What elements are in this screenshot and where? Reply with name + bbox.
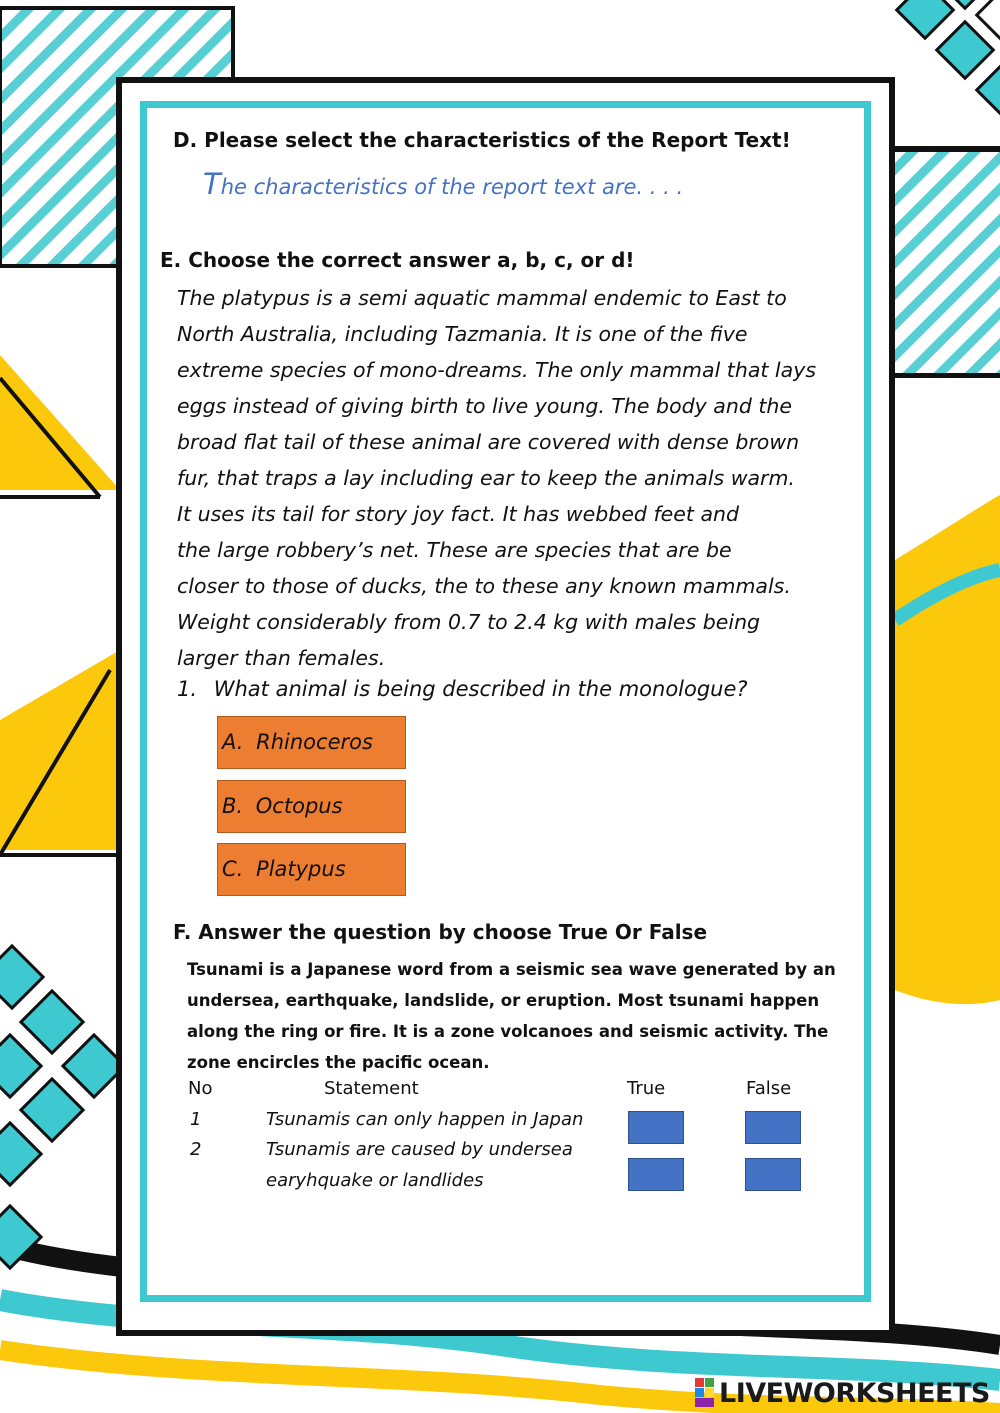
question-text: What animal is being described in the monologue? <box>213 677 748 701</box>
option-text: Platypus <box>256 857 346 881</box>
question-1 <box>177 677 748 701</box>
table-header-statement: Statement <box>324 1078 419 1099</box>
row-1-statement: Tsunamis can only happen in Japan <box>266 1109 584 1130</box>
passage-e-line: It uses its tail for story joy fact. It has webbed feet and <box>177 502 740 526</box>
passage-e-line: closer to those of ducks, the to these any known mammals. <box>177 574 791 598</box>
row-2-true-box[interactable] <box>628 1158 684 1191</box>
section-d-answer-prompt[interactable] <box>203 167 683 201</box>
option-text: Octopus <box>255 794 343 818</box>
table-header-true: True <box>627 1078 666 1099</box>
passage-f-line: zone encircles the pacific ocean. <box>187 1053 490 1072</box>
option-text: Rhinoceros <box>256 730 373 754</box>
row-2-statement-line-1: Tsunamis are caused by undersea <box>266 1139 573 1160</box>
teal-checker-bottom-left <box>0 946 125 1268</box>
yellow-triangle-top-left <box>0 355 120 490</box>
row-2-statement-line-2: earyhquake or landlides <box>266 1170 484 1191</box>
table-header-false: False <box>746 1078 792 1099</box>
passage-e-line: The platypus is a semi aquatic mammal endemic to East to <box>177 286 787 310</box>
section-e-passage <box>177 280 816 676</box>
teal-checker-top-right <box>897 0 1000 118</box>
section-e-heading: E. Choose the correct answer a, b, c, or d! <box>160 248 635 272</box>
passage-e-line: fur, that traps a lay including ear to keep the animals warm. <box>177 466 795 490</box>
passage-f-line: along the ring or fire. It is a zone volcanoes and seismic activity. The <box>187 1022 829 1041</box>
row-1-true-box[interactable] <box>628 1111 684 1144</box>
table-header-no: No <box>188 1078 213 1099</box>
prompt-rest: he characteristics of the report text are. . . . <box>220 175 684 199</box>
striped-square-right <box>890 150 1000 375</box>
prompt-initial-letter: T <box>203 167 221 201</box>
passage-e-line: Weight considerably from 0.7 to 2.4 kg with males being <box>177 610 761 634</box>
section-f-heading: F. Answer the question by choose True Or False <box>173 920 708 944</box>
logo-text: LIVEWORKSHEETS <box>719 1377 990 1409</box>
option-letter: B. <box>222 794 244 818</box>
passage-e-line: eggs instead of giving birth to live young. The body and the <box>177 394 792 418</box>
passage-e-line: the large robbery’s net. These are species that are be <box>177 538 732 562</box>
liveworksheets-logo <box>695 1376 990 1410</box>
section-d-heading: D. Please select the characteristics of the Report Text! <box>173 128 791 152</box>
passage-f-line: Tsunami is a Japanese word from a seismic sea wave generated by an <box>187 960 836 979</box>
option-letter: C. <box>222 857 244 881</box>
question-number: 1. <box>177 677 198 701</box>
passage-e-line: extreme species of mono-dreams. The only mammal that lays <box>177 358 817 382</box>
row-2-false-box[interactable] <box>745 1158 801 1191</box>
option-a-button[interactable] <box>217 716 406 769</box>
passage-e-line: North Australia, including Tazmania. It is one of the five <box>177 322 748 346</box>
passage-e-line: larger than females. <box>177 646 386 670</box>
option-b-button[interactable] <box>217 780 406 833</box>
row-1-number: 1 <box>190 1109 202 1130</box>
option-letter: A. <box>222 730 244 754</box>
row-1-false-box[interactable] <box>745 1111 801 1144</box>
passage-f-line: undersea, earthquake, landslide, or eruption. Most tsunami happen <box>187 991 820 1010</box>
row-2-number: 2 <box>190 1139 202 1160</box>
liveworksheets-mark-icon <box>695 1378 715 1408</box>
option-c-button[interactable] <box>217 843 406 896</box>
section-f-passage <box>187 954 836 1078</box>
passage-e-line: broad flat tail of these animal are covered with dense brown <box>177 430 800 454</box>
